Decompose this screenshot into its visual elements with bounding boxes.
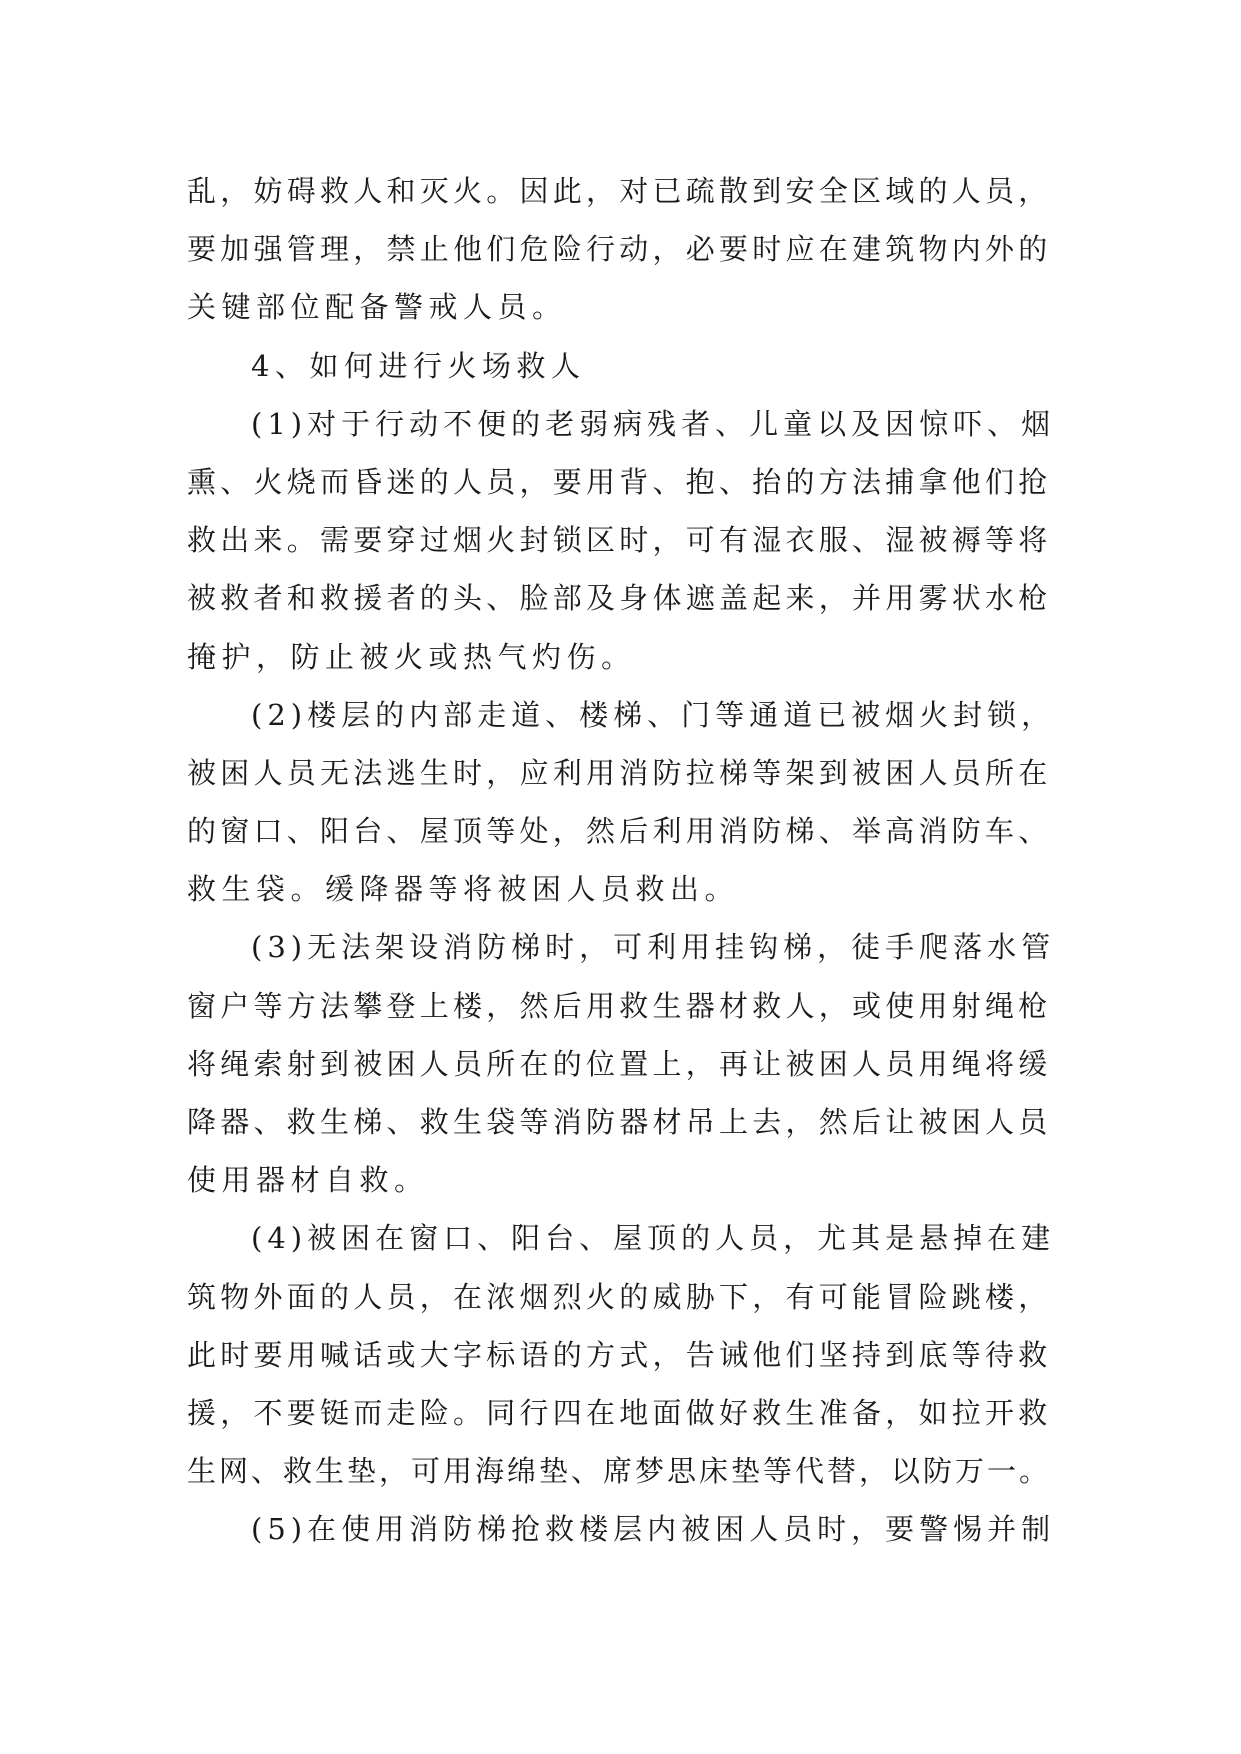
- text-line: 窗户等方法攀登上楼，然后用救生器材救人，或使用射绳枪: [187, 988, 1052, 1023]
- text-line: 掩护，防止被火或热气灼伤。: [187, 639, 636, 674]
- text-line: 生网、救生垫，可用海绵垫、席梦思床垫等代替，以防万一。: [187, 1454, 1052, 1489]
- text-line: 救生袋。缓降器等将被困人员救出。: [187, 872, 740, 907]
- text-line: 的窗口、阳台、屋顶等处，然后利用消防梯、举高消防车、: [187, 814, 1052, 849]
- text-line: 此时要用喊话或大字标语的方式，告诫他们坚持到底等待救: [187, 1337, 1052, 1372]
- text-line: 乱，妨碍救人和灭火。因此，对已疏散到安全区域的人员，: [187, 174, 1052, 208]
- text-line: (2)楼层的内部走道、楼梯、门等通道已被烟火封锁，: [251, 697, 1056, 732]
- document-body: [187, 162, 1057, 1559]
- text-line: (3)无法架设消防梯时，可利用挂钩梯，徒手爬落水管: [251, 930, 1056, 965]
- text-line: 被救者和救援者的头、脸部及身体遮盖起来，并用雾状水枪: [187, 581, 1052, 616]
- text-line: 援，不要铤而走险。同行四在地面做好救生准备，如拉开救: [187, 1395, 1052, 1430]
- section-heading: 4、如何进行火场救人: [251, 348, 586, 383]
- text-line: 要加强管理，禁止他们危险行动，必要时应在建筑物内外的: [187, 232, 1052, 267]
- text-line: 被困人员无法逃生时，应利用消防拉梯等架到被困人员所在: [187, 755, 1052, 790]
- text-line: 降器、救生梯、救生袋等消防器材吊上去，然后让被困人员: [187, 1105, 1052, 1139]
- text-line: 关键部位配备警戒人员。: [187, 290, 567, 325]
- text-line: 将绳索射到被困人员所在的位置上，再让被困人员用绳将缓: [187, 1046, 1052, 1081]
- text-line: 熏、火烧而昏迷的人员，要用背、抱、抬的方法捕拿他们抢: [187, 464, 1052, 499]
- text-line: (4)被困在窗口、阳台、屋顶的人员，尤其是悬掉在建: [251, 1221, 1056, 1256]
- text-line: (5)在使用消防梯抢救楼层内被困人员时，要警惕并制: [251, 1512, 1056, 1547]
- text-line: 使用器材自救。: [187, 1163, 429, 1198]
- text-line: (1)对于行动不便的老弱病残者、儿童以及因惊吓、烟: [251, 406, 1056, 441]
- text-line: 筑物外面的人员，在浓烟烈火的威胁下，有可能冒险跳楼，: [187, 1279, 1052, 1314]
- text-line: 救出来。需要穿过烟火封锁区时，可有湿衣服、湿被褥等将: [187, 523, 1052, 558]
